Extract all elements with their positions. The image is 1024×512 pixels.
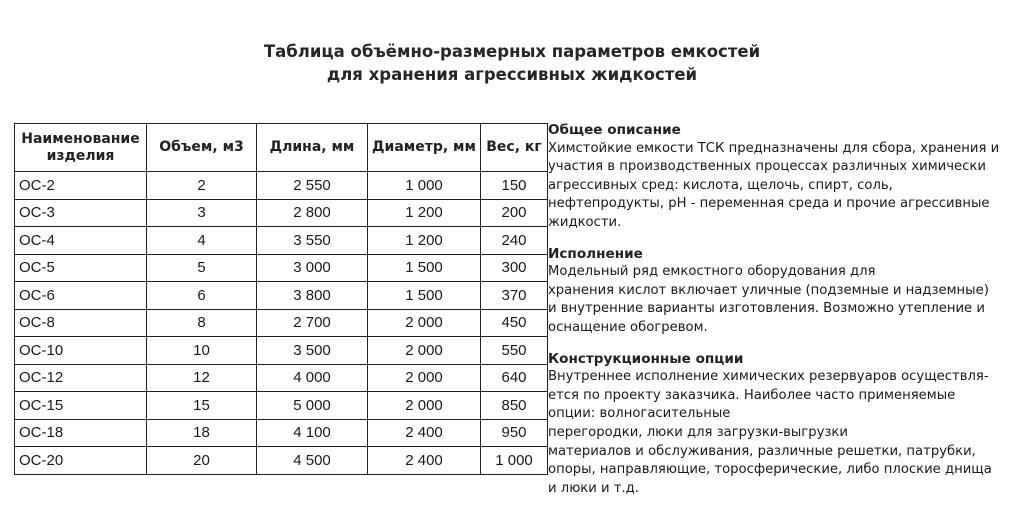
paragraph-line: и люки и т.д. <box>548 480 639 496</box>
cell-weight: 300 <box>481 254 548 282</box>
cell-volume: 3 <box>147 199 257 227</box>
cell-diameter: 2 400 <box>368 419 481 447</box>
cell-weight: 950 <box>481 419 548 447</box>
cell-diameter: 2 000 <box>368 309 481 337</box>
cell-volume: 4 <box>147 227 257 255</box>
cell-length: 4 500 <box>257 447 368 475</box>
paragraph-line: материалов и обслуживания, различные решетки, патрубки, <box>548 443 976 459</box>
cell-length: 5 000 <box>257 392 368 420</box>
cell-name: ОС-15 <box>15 392 147 420</box>
paragraph-line: опоры, направляющие, торосферические, либо плоские днища <box>548 462 992 478</box>
cell-diameter: 2 000 <box>368 392 481 420</box>
cell-diameter: 1 200 <box>368 227 481 255</box>
cell-length: 2 700 <box>257 309 368 337</box>
header-length: Длина, мм <box>257 124 368 172</box>
cell-length: 2 550 <box>257 172 368 200</box>
paragraph-line: хранения кислот включает уличные (подземные и надземные) <box>548 282 989 298</box>
header-diameter: Диаметр, мм <box>368 124 481 172</box>
cell-name: ОС-2 <box>15 172 147 200</box>
cell-diameter: 2 000 <box>368 337 481 365</box>
title-line-1: Таблица объёмно-размерных параметров емкостей <box>263 42 761 61</box>
title-line-2: для хранения агрессивных жидкостей <box>326 65 698 84</box>
table-row <box>15 282 548 310</box>
header-weight: Вес, кг <box>481 124 548 172</box>
cell-volume: 2 <box>147 172 257 200</box>
cell-diameter: 1 200 <box>368 199 481 227</box>
paragraph-line: нефтепродукты, pH - переменная среда и прочие агрессивные <box>548 196 990 212</box>
cell-length: 4 100 <box>257 419 368 447</box>
cell-volume: 20 <box>147 447 257 475</box>
paragraph-line: и внутренние варианты изготовления. Возможно утепление и <box>548 301 985 317</box>
paragraph-line: участия в производственных процессах различных химически <box>548 159 986 175</box>
cell-diameter: 1 500 <box>368 282 481 310</box>
cell-volume: 10 <box>147 337 257 365</box>
cell-length: 3 000 <box>257 254 368 282</box>
paragraph-line: опции: волногасительные <box>548 406 731 422</box>
paragraph-line: жидкости. <box>548 214 622 230</box>
cell-name: ОС-20 <box>15 447 147 475</box>
cell-name: ОС-10 <box>15 337 147 365</box>
cell-volume: 12 <box>147 364 257 392</box>
table-header-row <box>15 124 548 172</box>
table-row <box>15 392 548 420</box>
section-heading: Конструкционные опции <box>548 350 744 367</box>
cell-name: ОС-12 <box>15 364 147 392</box>
paragraph-line: Внутреннее исполнение химических резервуаров осуществля- <box>548 369 989 385</box>
cell-volume: 5 <box>147 254 257 282</box>
specs-table <box>14 123 548 475</box>
paragraph-line: ется по проекту заказчика. Наиболее часто применяемые <box>548 387 956 403</box>
paragraph-line: перегородки, люки для загрузки-выгрузки <box>548 424 848 440</box>
cell-name: ОС-8 <box>15 309 147 337</box>
table-row <box>15 227 548 255</box>
header-name: Наименование изделия <box>15 124 147 172</box>
section-heading: Общее описание <box>548 122 681 138</box>
table-row <box>15 419 548 447</box>
cell-length: 4 000 <box>257 364 368 392</box>
paragraph-line: Модельный ряд емкостного оборудования для <box>548 264 876 280</box>
cell-diameter: 1 500 <box>368 254 481 282</box>
cell-length: 2 800 <box>257 199 368 227</box>
cell-volume: 6 <box>147 282 257 310</box>
cell-name: ОС-6 <box>15 282 147 310</box>
cell-length: 3 500 <box>257 337 368 365</box>
header-volume: Объем, м3 <box>147 124 257 172</box>
cell-name: ОС-4 <box>15 227 147 255</box>
cell-length: 3 800 <box>257 282 368 310</box>
cell-weight: 450 <box>481 309 548 337</box>
cell-length: 3 550 <box>257 227 368 255</box>
section-general-description <box>548 121 1020 233</box>
page-title <box>0 40 1024 86</box>
description-panel <box>548 121 1020 498</box>
paragraph-line: оснащение обогревом. <box>548 319 708 335</box>
cell-weight: 370 <box>481 282 548 310</box>
section-construction-options <box>548 350 1020 499</box>
section-heading: Исполнение <box>548 245 643 262</box>
paragraph-line: Химстойкие емкости ТСК предназначены для сбора, хранения и <box>548 140 1000 156</box>
cell-name: ОС-18 <box>15 419 147 447</box>
cell-name: ОС-3 <box>15 199 147 227</box>
cell-diameter: 1 000 <box>368 172 481 200</box>
cell-weight: 640 <box>481 364 548 392</box>
table-row <box>15 364 548 392</box>
cell-diameter: 2 000 <box>368 364 481 392</box>
section-execution <box>548 245 1020 338</box>
cell-weight: 1 000 <box>481 447 548 475</box>
cell-weight: 240 <box>481 227 548 255</box>
table-row <box>15 309 548 337</box>
table-row <box>15 447 548 475</box>
table-body <box>15 172 548 475</box>
cell-volume: 8 <box>147 309 257 337</box>
table-row <box>15 199 548 227</box>
cell-weight: 550 <box>481 337 548 365</box>
table-row <box>15 254 548 282</box>
cell-volume: 18 <box>147 419 257 447</box>
cell-weight: 850 <box>481 392 548 420</box>
cell-name: ОС-5 <box>15 254 147 282</box>
cell-weight: 200 <box>481 199 548 227</box>
cell-volume: 15 <box>147 392 257 420</box>
table-row <box>15 172 548 200</box>
cell-diameter: 2 400 <box>368 447 481 475</box>
table-row <box>15 337 548 365</box>
cell-weight: 150 <box>481 172 548 200</box>
paragraph-line: агрессивных сред: кислота, щелочь, спирт, соль, <box>548 177 893 193</box>
